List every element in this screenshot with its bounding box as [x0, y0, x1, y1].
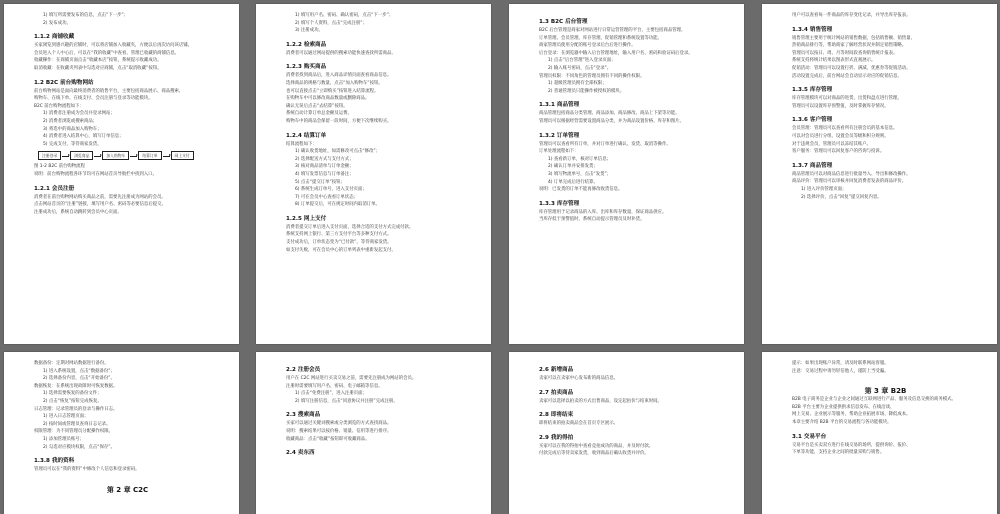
list-item: 2) 选择配送方式与支付方式； [295, 156, 354, 162]
section-heading: 1.2.4 结算订单 [286, 132, 327, 139]
section-heading: 1.3.8 我的资料 [34, 458, 75, 465]
flowchart-step: 网上支付 [171, 151, 194, 160]
list-item: 1) 选择需要恢复的备份文件； [43, 391, 102, 397]
section-heading: 2.4 卖东西 [286, 450, 315, 457]
page-content [286, 12, 473, 254]
list-item: 1) 点击“后台管理”进入登录页面； [548, 58, 616, 64]
flowchart-step: 加入购物车 [102, 151, 129, 160]
list-item: 1) 填写用户名、密码、确认密码，点击“下一步”； [295, 13, 394, 18]
paragraph-line: B2B 电子商务是企业与企业之间通过互联网进行产品、服务及信息交换的商务模式。 [792, 397, 956, 403]
page-content [34, 360, 221, 495]
paragraph-line: 商家管理员使用分配的账号登录后台后进行操作。 [539, 43, 636, 49]
section-heading: 2.7 拍卖商品 [539, 389, 574, 396]
paragraph-line: 消费者找到商品后，进入商品详情页面查看商品信息。 [286, 73, 392, 79]
section-heading: 2.2 注册会员 [286, 367, 321, 373]
list-item: 2) 发布成功。 [43, 20, 71, 26]
document-page-2[interactable] [256, 4, 491, 344]
paragraph-line: 商品评价：管理员可以审核并回复消费者发表的商品评价。 [792, 179, 907, 185]
paragraph-line: 说明：已发货的订单不能再修改收货信息。 [539, 187, 623, 193]
section-heading: 2.3 搜索商品 [286, 412, 321, 419]
paragraph-line: 系统支持将统计结果以图表形式直观展示。 [792, 58, 876, 64]
flowchart-step: 浏览商品 [70, 151, 93, 160]
paragraph-line: 管理员可以按日、周、月等时间段查询销售统计报表。 [792, 50, 898, 56]
list-item: 4) 填写发票信息与订单备注； [295, 171, 354, 177]
section-heading: 1.2.3 购买商品 [286, 64, 327, 71]
paragraph-line: 消费者在前台购物网站购买商品之前，需要先注册成为网站的会员。 [34, 194, 166, 200]
flowchart [38, 151, 221, 160]
document-page-6[interactable] [256, 352, 491, 514]
document-page-3[interactable] [509, 4, 744, 344]
paragraph-line: 当库存低于预警值时，系统自动提示管理员及时补货。 [539, 217, 645, 223]
paragraph-line: 说明：搜索结果可以按价格、销量、信用等进行排序。 [286, 428, 392, 434]
paragraph-line: 会员进入个人中心后，可以在“我的收藏”中查看、管理已收藏的商铺信息。 [34, 50, 180, 56]
paragraph-line: 管理员可以根据经营需要设置商品分类，并为商品设置价格、库存和图片。 [539, 118, 684, 124]
paragraph-line: 热销商品排行等，帮助商家了解经营状况并制定销售策略。 [792, 43, 907, 49]
paragraph-line: 注册时需要填写用户名、密码、电子邮箱等信息。 [286, 383, 383, 389]
paragraph-line: B2B 平台主要为企业提供供求信息发布、在线洽谈、 [792, 404, 895, 410]
paragraph-line: 交易平台是买卖双方进行在线交易的场所，提供询价、报价、 [792, 442, 911, 448]
paragraph-line: 网上交易、企业展示等服务，帮助企业拓展市场、降低成本。 [792, 412, 911, 418]
paragraph-line: 用户可以查看每一件商品的库存变化记录，并导出库存报表。 [792, 13, 911, 18]
paragraph-line: 买家可以在我的得拍中查看竞拍成功的商品，并及时付款。 [539, 443, 654, 449]
paragraph-line: 活动设置完成后，前台网站会自动显示对应的促销信息。 [792, 73, 902, 79]
paragraph-line: 购物车、在线下单、在线支付、会员注册与登录等功能模块。 [34, 96, 153, 102]
flowchart-step: 注册登录 [38, 151, 61, 160]
paragraph-line: 图 1-2 B2C 前台购物流程 [34, 164, 85, 170]
document-page-5[interactable] [4, 352, 239, 514]
list-item: 1) 填写所需要发布的信息，点击“下一步”； [43, 13, 129, 18]
list-item: 1) 超级管理员拥有全部权限； [548, 81, 607, 87]
paragraph-line: 权限管理：为不同管理员分配操作权限。 [34, 429, 114, 435]
arrow-icon [130, 156, 137, 157]
paragraph-line: 管理员可以查看所有订单，并对订单进行确认、发货、取消等操作。 [539, 141, 671, 147]
arrow-icon [62, 156, 69, 157]
paragraph-line: 如支付失败，可在会员中心的订单列表中重新发起支付。 [286, 247, 396, 253]
list-item: 1) 查看新订单，核对订单信息； [548, 156, 611, 162]
paragraph-line: 促销活动：管理员可以设置打折、满减、优惠券等促销活动。 [792, 65, 911, 71]
paragraph-line: 也可以直接点击“立即购买”按钮进入结算流程。 [286, 88, 379, 94]
page-content [539, 12, 726, 224]
section-heading: 2.8 即将结束 [539, 412, 574, 419]
paragraph-line: 前台购物网站是面向最终消费者的销售平台，主要包括商品展示、商品搜索、 [34, 88, 184, 94]
paragraph-line: 注册成功后，系统自动跳转到会员中心页面。 [34, 209, 122, 215]
list-item: 1) 点击“免费注册”，进入注册页面； [295, 391, 367, 397]
list-item: 3) 注册成功。 [295, 28, 323, 34]
list-item: 4) 消费者进入结算中心，填写订单信息； [43, 134, 124, 140]
paragraph-line: 下单等功能，支持企业之间的批量采购与销售。 [792, 450, 885, 456]
list-item: 4) 订单完成后进行结算。 [548, 179, 598, 185]
section-heading: 第 3 章 B2B [864, 387, 907, 396]
paragraph-line: 买家可以通过关键词搜索或分类浏览的方式查找商品。 [286, 421, 392, 427]
paragraph-line: 用户在 C2C 网站进行买卖交易之前，需要先注册成为网站的会员。 [286, 376, 417, 381]
section-heading: 1.3.1 商品管理 [539, 102, 580, 109]
list-item: 2) 勾选对应模块权限，点击“保存”。 [43, 444, 115, 450]
paragraph-line: 本章主要介绍 B2B 平台的交易流程与各功能模块。 [792, 419, 892, 425]
list-item: 2) 点击“恢复”按钮完成恢复。 [43, 398, 102, 404]
paragraph-line: 选择商品的规格与数量，点击“加入购物车”按钮。 [286, 80, 383, 86]
section-heading: 1.2 B2C 前台购物网站 [34, 79, 94, 86]
paragraph-line: 说明：前台购物流程各环节均可在网站首页导航栏中找到入口。 [34, 171, 157, 177]
list-item: 2) 确认订单并安排发货； [548, 164, 598, 170]
section-heading: 2.6 新增商品 [539, 367, 574, 373]
section-heading: 1.3 B2C 后台管理 [539, 19, 588, 25]
section-heading: 1.3.7 商品管理 [792, 162, 833, 169]
paragraph-line: 管理员可以在“我的资料”中修改个人信息和登录密码。 [34, 467, 140, 473]
paragraph-line: 消费者提交订单后进入支付页面，选择合适的支付方式完成付款。 [286, 224, 414, 230]
paragraph-line: 系统自动计算订单总金额及运费。 [286, 111, 352, 117]
page-content [792, 360, 979, 457]
paragraph-line: 库存管理模块可以对商品的进货、出货和盘点进行管理。 [792, 96, 902, 102]
document-page-8[interactable] [762, 352, 997, 514]
paragraph-line: 在购物车中可以修改商品数量或删除商品。 [286, 96, 370, 102]
paragraph-line: B2C 后台管理是商家对网站进行日常运营管理的平台，主要包括商品管理、 [539, 28, 686, 33]
list-item: 2) 选择备份内容，点击“开始备份”。 [43, 376, 115, 382]
section-heading: 1.2.5 网上支付 [286, 215, 327, 222]
section-heading: 1.1.2 商铺收藏 [34, 34, 75, 41]
paragraph-line: 日志管理：记录管理员的登录与操作日志。 [34, 406, 118, 412]
paragraph-line: B2C 前台购物流程如下： [34, 103, 84, 109]
arrow-icon [163, 156, 170, 157]
list-item: 1) 进入评价管理页面； [801, 186, 847, 192]
paragraph-line: 购物车中的商品会保留一段时间，方便下次继续购买。 [286, 118, 392, 124]
section-heading: 1.2.1 会员注册 [34, 185, 75, 192]
page-content [34, 12, 221, 216]
paragraph-line: 确认无误后点击“去结算”按钮。 [286, 103, 348, 109]
list-item: 6) 系统生成订单号，进入支付页面； [295, 187, 367, 193]
paragraph-line: 点击网站首页的“注册”链接，填写用户名、密码等必要信息后提交。 [34, 202, 166, 208]
paragraph-line: 库存管理用于记录商品的入库、出库和库存数量，保证商品供应。 [539, 209, 667, 215]
paragraph-line: 可以对会员进行分组、设置会员等级和积分规则。 [792, 133, 889, 139]
paragraph-line: 卖家可以在卖家中心发布新的商品信息。 [539, 376, 619, 381]
list-item: 3) 核对商品清单与订单金额； [295, 164, 354, 170]
document-page-4[interactable] [762, 4, 997, 344]
list-item: 1) 确认收货地址，如需修改可点击“修改”； [295, 149, 381, 155]
paragraph-line: 付款完成后等待卖家发货，收到商品后确认收货并评价。 [539, 451, 649, 457]
list-item: 1) 消费者注册成为会员并登录网站； [43, 111, 115, 117]
paragraph-line: 消费者可以通过网站提供的搜索功能快速查找所需商品。 [286, 50, 396, 56]
paragraph-line: 会员管理：管理员可以查看所有注册会员的基本信息。 [792, 126, 898, 132]
list-item: 2) 按时间或管理员查询日志记录。 [43, 421, 111, 427]
page-content [792, 12, 979, 201]
list-item: 2) 普通管理员只能操作被授权的模块。 [548, 88, 625, 94]
paragraph-line: 注意：交易过程中请勿轻信他人，谨防上当受骗。 [792, 368, 889, 374]
list-item: 2) 消费者浏览或搜索商品； [43, 118, 98, 124]
page-content [286, 360, 473, 458]
paragraph-line: 结算流程如下： [286, 141, 317, 147]
paragraph-line: 数据恢复：在系统出现故障时可恢复数据。 [34, 383, 118, 389]
paragraph-line: 管理员可以设置库存预警值，及时掌握库存情况。 [792, 103, 889, 109]
flowchart-step: 结算订单 [138, 151, 161, 160]
list-item: 1) 进入日志管理页面； [43, 414, 89, 420]
list-item: 3) 将选中的商品加入购物车； [43, 126, 102, 132]
arrow-icon [94, 156, 101, 157]
page-content [539, 360, 726, 458]
list-item: 3) 填写物流单号，点击“发货”； [548, 171, 612, 177]
section-heading: 1.3.3 库存管理 [539, 200, 580, 207]
paragraph-line: 收藏操作：在商铺页面点击“收藏本店”按钮，系统提示收藏成功。 [34, 58, 162, 64]
list-item: 1) 进入系统设置，点击“数据备份”； [43, 368, 115, 374]
list-item: 2) 选择评价，点击“回复”提交回复内容。 [801, 194, 882, 200]
section-heading: 1.3.4 销售管理 [792, 26, 833, 33]
section-heading: 1.3.5 库存管理 [792, 87, 833, 94]
section-heading: 1.3.2 订单管理 [539, 132, 580, 139]
list-item: 2) 填写个人资料，点击“完成注册”； [295, 20, 367, 26]
list-item: 5) 点击“提交订单”按钮； [295, 179, 345, 185]
list-item: 1) 添加管理员账号； [43, 436, 85, 442]
list-item: 7) 可在会员中心查看订单状态； [295, 194, 358, 200]
paragraph-line: 提示：如果出现账户异常，请及时联系网站客服。 [792, 361, 889, 366]
paragraph-line: 系统支持网上银行、第三方支付平台等多种支付方式。 [286, 232, 392, 238]
section-heading: 第 2 章 C2C [106, 485, 149, 494]
section-heading: 1.3.6 客户管理 [792, 117, 833, 124]
paragraph-line: 商品管理员可以对商品信息进行批量导入、导出和修改操作。 [792, 171, 911, 177]
paragraph-line: 买家浏览到感兴趣的店铺时，可以将店铺加入收藏夹，方便以后再次访问该店铺。 [34, 43, 193, 49]
paragraph-line: 后台登录：在浏览器中输入后台管理地址，输入用户名、密码和验证码后登录。 [539, 50, 693, 56]
paragraph-line: 数据备份：定期对网站数据进行备份。 [34, 361, 109, 366]
document-page-7[interactable] [509, 352, 744, 514]
document-page-1[interactable] [4, 4, 239, 344]
list-item: 2) 填写注册信息，点击“同意协议并注册”完成注册。 [295, 398, 398, 404]
list-item: 5) 完成支付，等待商家发货。 [43, 141, 102, 147]
paragraph-line: 管理员权限：不同角色的管理员拥有不同的操作权限。 [539, 73, 645, 79]
list-item: 8) 订单提交后，可在规定时间内取消订单。 [295, 202, 380, 208]
paragraph-line: 订单处理流程如下： [539, 149, 579, 155]
section-heading: 2.9 我的得拍 [539, 434, 574, 441]
list-item: 2) 输入账号密码，点击“登录”。 [548, 65, 612, 71]
paragraph-line: 销售管理主要用于统计网站的销售数据，包括销售额、销售量、 [792, 35, 915, 41]
paragraph-line: 订单管理、会员管理、库存管理、促销管理和系统设置等功能。 [539, 35, 662, 41]
paragraph-line: 对于违规会员，管理员可以冻结其账户。 [792, 141, 872, 147]
paragraph-line: 取消收藏：在收藏夹列表中勾选对应商铺，点击“取消收藏”按钮。 [34, 65, 162, 71]
paragraph-line: 收藏商品：点击“收藏”按钮即可收藏商品。 [286, 436, 370, 442]
section-heading: 3.1 交易平台 [792, 433, 827, 440]
paragraph-line: 卖家可以选择以拍卖的方式出售商品，设定起拍价与结束时间。 [539, 398, 662, 404]
paragraph-line: 商品管理包括商品分类管理、商品添加、商品修改、商品上下架等功能。 [539, 111, 680, 117]
paragraph-line: 客户服务：管理员可以回复客户的咨询与投诉。 [792, 149, 885, 155]
paragraph-line: 支付成功后，订单状态变为“已付款”，等待商家发货。 [286, 240, 392, 246]
section-heading: 1.2.2 检索商品 [286, 41, 327, 48]
paragraph-line: 即将结束的拍卖商品会在首页专区展示。 [539, 421, 619, 427]
